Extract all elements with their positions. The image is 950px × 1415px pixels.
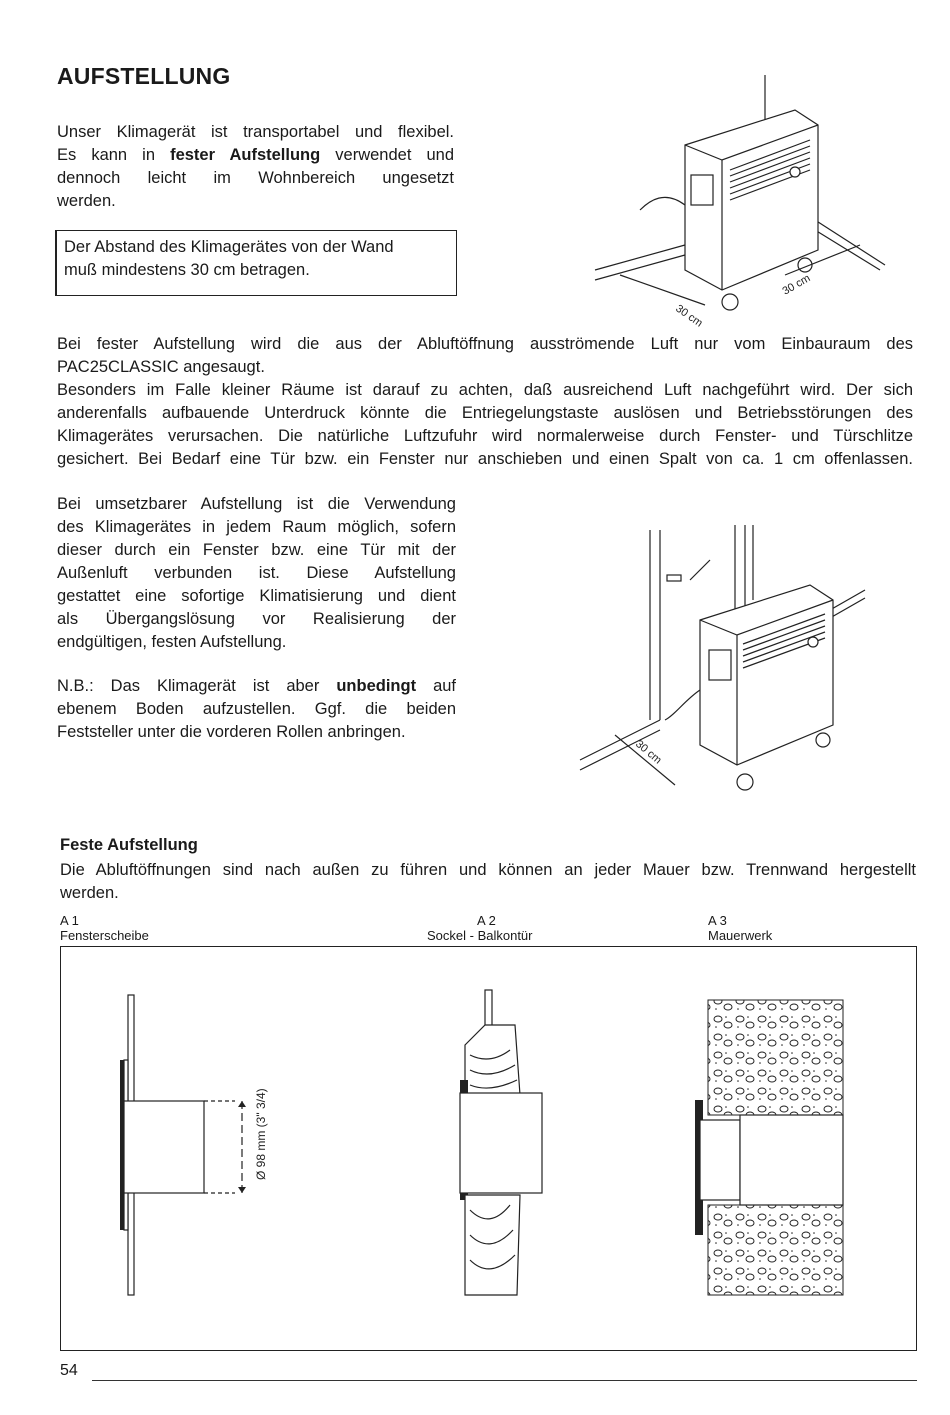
wooden-sill-upper: [465, 1025, 520, 1095]
duct-pipe: [460, 1093, 542, 1193]
mobile-installation-paragraph: [57, 493, 456, 654]
duct-sleeve: [700, 1120, 740, 1200]
option-caption-a3: [708, 913, 772, 943]
paragraph-line: Besonders im Falle kleiner Räume ist darauf zu achten, daß ausreichend Luft nachgeführt wird. Der sich: [57, 381, 913, 399]
paragraph-line: Bei umsetzbarer Aufstellung ist die Verwendung: [57, 495, 456, 513]
intro-paragraph: [57, 121, 454, 213]
footer-rule: [92, 1380, 917, 1381]
control-knob: [808, 637, 818, 647]
wall-section-upper: [708, 1000, 843, 1115]
option-label: Fensterscheibe: [60, 928, 149, 943]
paragraph-line: anderenfalls aufbauende Unterdruck könnte die Entriegelungstaste auslösen und Betriebsstörungen des: [57, 404, 913, 422]
note-emphasis: unbedingt: [336, 677, 417, 695]
unit-window-illustration: [575, 520, 875, 805]
intro-line: Es kann in fester Aufstellung verwendet und: [57, 146, 455, 164]
note-line: ebenem Boden aufzustellen. Ggf. die beiden: [57, 700, 456, 718]
intro-line: dennoch leicht im Wohnbereich ungesetzt: [57, 169, 454, 187]
note-line: N.B.: Das Klimagerät ist aber unbedingt auf: [57, 677, 457, 695]
control-knob: [790, 167, 800, 177]
intro-line: werden.: [57, 192, 116, 210]
paragraph-line: gestattet eine sofortige Klimatisierung und dient: [57, 587, 456, 605]
paragraph-line: Klimagerätes verursachen. Die natürliche Luftzufuhr wird normalerweise durch Fenster- und Türschlitze: [57, 427, 913, 445]
paragraph-line: des Klimagerätes in jedem Raum möglich, sofern: [57, 518, 456, 536]
dimension-label: 30 cm: [633, 738, 664, 767]
section-line: Die Abluftöffnungen sind nach außen zu führen und können an jeder Mauer bzw. Trennwand hergestellt: [60, 861, 916, 879]
dimension-label: 30 cm: [780, 272, 813, 298]
fixed-installation-paragraph: [57, 333, 913, 471]
diameter-label: Ø 98 mm (3" 3/4): [254, 1088, 268, 1180]
unit-wall-corner-illustration: [590, 70, 920, 330]
note-paragraph: [57, 675, 456, 744]
exhaust-hose: [640, 197, 685, 210]
paragraph-line: Außenluft verbunden ist. Diese Aufstellung: [57, 564, 456, 582]
balcony-door-diagram: [455, 985, 555, 1295]
page-number: 54: [60, 1362, 78, 1379]
wooden-sill-lower: [465, 1195, 520, 1295]
section-line: werden.: [60, 884, 119, 902]
section-title: Feste Aufstellung: [60, 836, 198, 854]
notice-line: muß mindestens 30 cm betragen.: [64, 261, 310, 279]
option-label: Sockel - Balkontür: [427, 928, 533, 943]
wheel: [737, 774, 753, 790]
window-pane-diagram: [110, 995, 290, 1295]
paragraph-line: gesichert. Bei Bedarf eine Tür bzw. ein Fenster nur anschieben und einen Spalt von ca. 1 cm offenlassen.: [57, 450, 913, 468]
side-window: [691, 175, 713, 205]
option-caption-a1: [60, 913, 149, 943]
option-code: A 3: [708, 913, 727, 928]
page-heading: AUFSTELLUNG: [57, 63, 231, 89]
dimension-label: 30 cm: [673, 302, 705, 330]
option-code: A 2: [477, 913, 496, 928]
duct-pipe: [124, 1101, 204, 1193]
side-window: [709, 650, 731, 680]
section-description: [60, 859, 916, 905]
intro-line: Unser Klimagerät ist transportabel und flexibel.: [57, 123, 454, 141]
wheel: [722, 294, 738, 310]
door-handle: [667, 575, 681, 581]
paragraph-line: Bei fester Aufstellung wird die aus der Abluftöffnung ausströmende Luft nur vom Einbauraum des: [57, 335, 913, 353]
notice-line: Der Abstand des Klimagerätes von der Wand: [64, 238, 394, 256]
masonry-wall-diagram: [690, 995, 845, 1295]
paragraph-line: als Übergangslösung vor Realisierung der: [57, 610, 456, 628]
exhaust-hose: [665, 690, 700, 720]
glass-reflection: [690, 560, 710, 580]
option-label: Mauerwerk: [708, 928, 773, 943]
wall-opening: [740, 1115, 843, 1205]
paragraph-line: dieser durch ein Fenster bzw. eine Tür mit der: [57, 541, 456, 559]
note-line: Feststeller unter die vorderen Rollen anbringen.: [57, 723, 406, 741]
wall-section-lower: [708, 1205, 843, 1295]
option-code: A 1: [60, 913, 79, 928]
paragraph-line: endgültigen, festen Aufstellung.: [57, 633, 287, 651]
paragraph-line: PAC25CLASSIC angesaugt.: [57, 358, 265, 376]
distance-notice-box: [55, 230, 457, 296]
intro-emphasis: fester Aufstellung: [170, 146, 321, 164]
wheel: [816, 733, 830, 747]
option-caption-a2: [427, 913, 533, 943]
